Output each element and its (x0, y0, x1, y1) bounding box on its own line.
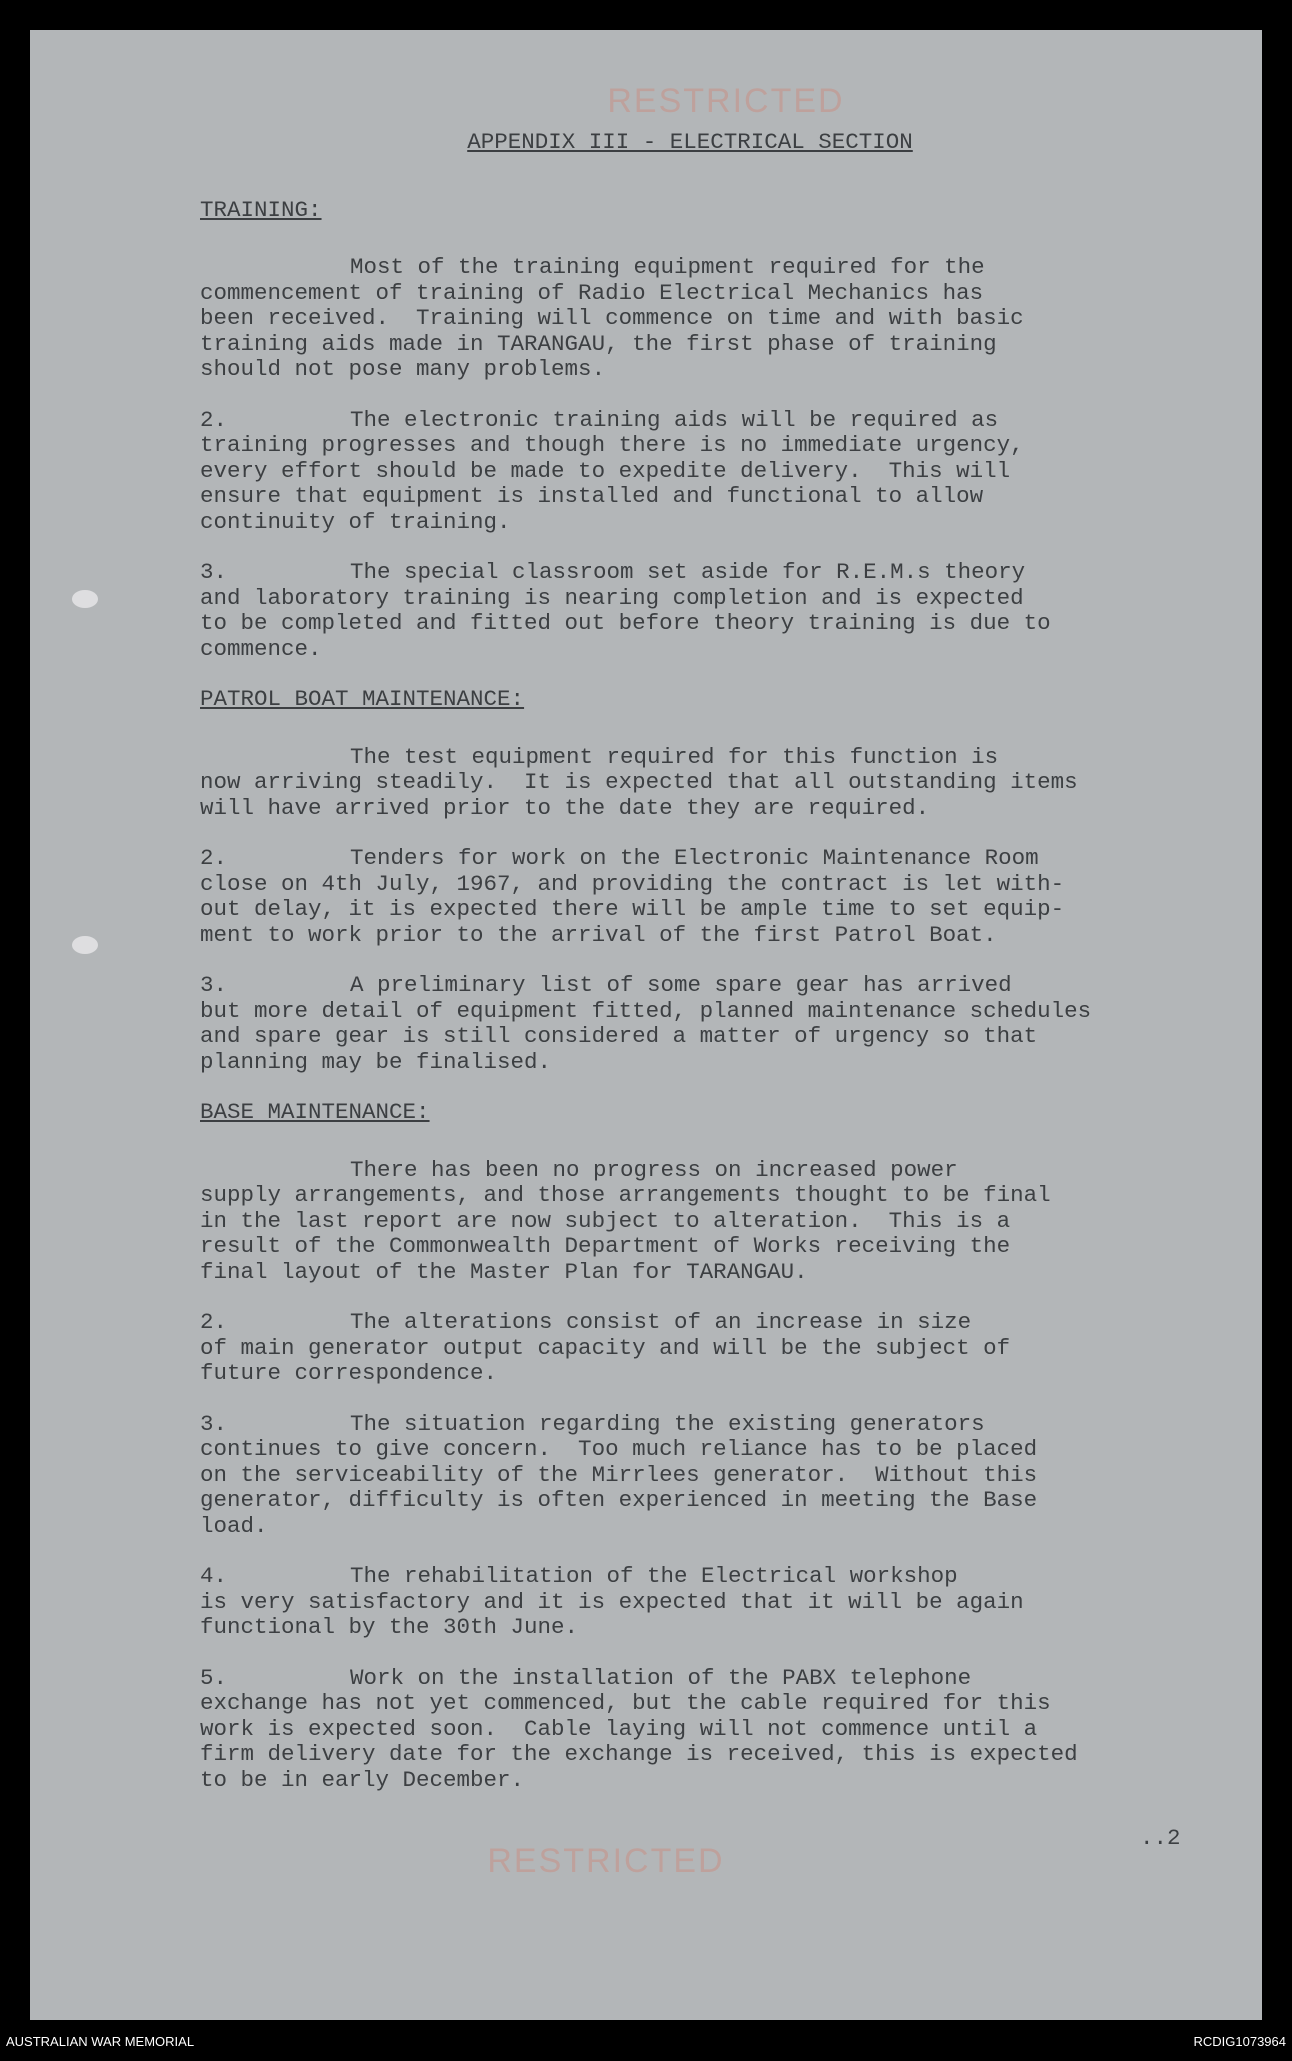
paragraph-number: 3. (200, 559, 228, 585)
paragraph-number: 2. (200, 1309, 228, 1335)
section-paragraph (200, 408, 1240, 536)
paragraph-text: Work on the installation of the PABX telephone exchange has not yet commenced, but the cable required for this work is expected soon. Cable laying will not commence until a firm delivery date for the exchange is received, this is expected to be in early December. (200, 1664, 1078, 1793)
paragraph-text: There has been no progress on increased power supply arrangements, and those arrangements thought to be final in the last report are now subject to alteration. This is a result of the Commonwealth Department of Works receiving the final layout of the Master Plan for TARANGAU. (200, 1156, 1051, 1285)
paragraph-text: The special classroom set aside for R.E.M.s theory and laboratory training is nearing completion and is expected to be completed and fitted out before theory training is due to commence. (200, 559, 1051, 662)
section-paragraph (200, 1412, 1240, 1540)
paragraph-text: The rehabilitation of the Electrical workshop is very satisfactory and it is expected that it will be again functional by the 30th June. (200, 1563, 1024, 1640)
document-page (30, 30, 1262, 2020)
paragraph-text: The alterations consist of an increase in size of main generator output capacity and will be the subject of future correspondence. (200, 1309, 1011, 1386)
section-heading: TRAINING: (200, 196, 322, 223)
section-paragraph (200, 973, 1240, 1075)
section-paragraph (200, 1310, 1240, 1387)
section-paragraph (200, 1158, 1240, 1286)
archive-footer (0, 2034, 1292, 2056)
paragraph-number: 3. (200, 972, 228, 998)
paragraph-text: Tenders for work on the Electronic Maintenance Room close on 4th July, 1967, and providing the contract is let with- out delay, it is expected there will be ample time to set equip- ment to work prior to the arrival of the first Patrol Boat. (200, 845, 1065, 948)
section-paragraph (200, 1564, 1240, 1641)
paragraph-number: 4. (200, 1563, 228, 1589)
document-title: APPENDIX III - ELECTRICAL SECTION (467, 129, 913, 155)
punch-hole-upper (72, 590, 98, 608)
section-paragraph (200, 255, 1240, 383)
section-paragraph (200, 560, 1240, 662)
restricted-stamp-top: RESTRICTED (607, 82, 845, 120)
paragraph-text: The situation regarding the existing generators continues to give concern. Too much reliance has to be placed on the serviceability of the Mirrlees generator. Without this generator, difficulty is often experienced in meeting the Base load. (200, 1410, 1038, 1539)
footer-archive-name: AUSTRALIAN WAR MEMORIAL (6, 2034, 195, 2049)
restricted-stamp-bottom: RESTRICTED (487, 1842, 725, 1880)
punch-hole-lower (72, 936, 98, 954)
page-continuation: ..2 (1140, 1825, 1181, 1851)
section-paragraph (200, 846, 1240, 948)
footer-record-id: RCDIG1073964 (1193, 2034, 1286, 2049)
paragraph-text: A preliminary list of some spare gear has arrived but more detail of equipment fitted, planned maintenance schedules and spare gear is still considered a matter of urgency so that planning may be finalised. (200, 972, 1092, 1075)
paragraph-text: Most of the training equipment required for the commencement of training of Radio Electrical Mechanics has been received. Training will commence on time and with basic training aids made in TARANGAU, the first phase of training should not pose many problems. (200, 254, 1024, 382)
section-paragraph (200, 745, 1240, 822)
paragraph-number: 5. (200, 1664, 228, 1691)
paragraph-text: The test equipment required for this function is now arriving steadily. It is expected that all outstanding items will have arrived prior to the date they are required. (200, 743, 1078, 821)
document-body (200, 130, 1240, 1818)
section-heading: BASE MAINTENANCE: (200, 1099, 430, 1125)
section-heading: PATROL BOAT MAINTENANCE: (200, 686, 525, 712)
sections-container (200, 198, 1240, 1794)
section-paragraph (200, 1666, 1240, 1794)
paragraph-number: 2. (200, 406, 228, 433)
paragraph-number: 3. (200, 1410, 228, 1437)
paragraph-number: 2. (200, 845, 228, 871)
paragraph-text: The electronic training aids will be required as training progresses and though there is no immediate urgency, every effort should be made to expedite delivery. This will ensure that equipment is installed and functional to allow continuity of training. (200, 406, 1024, 535)
